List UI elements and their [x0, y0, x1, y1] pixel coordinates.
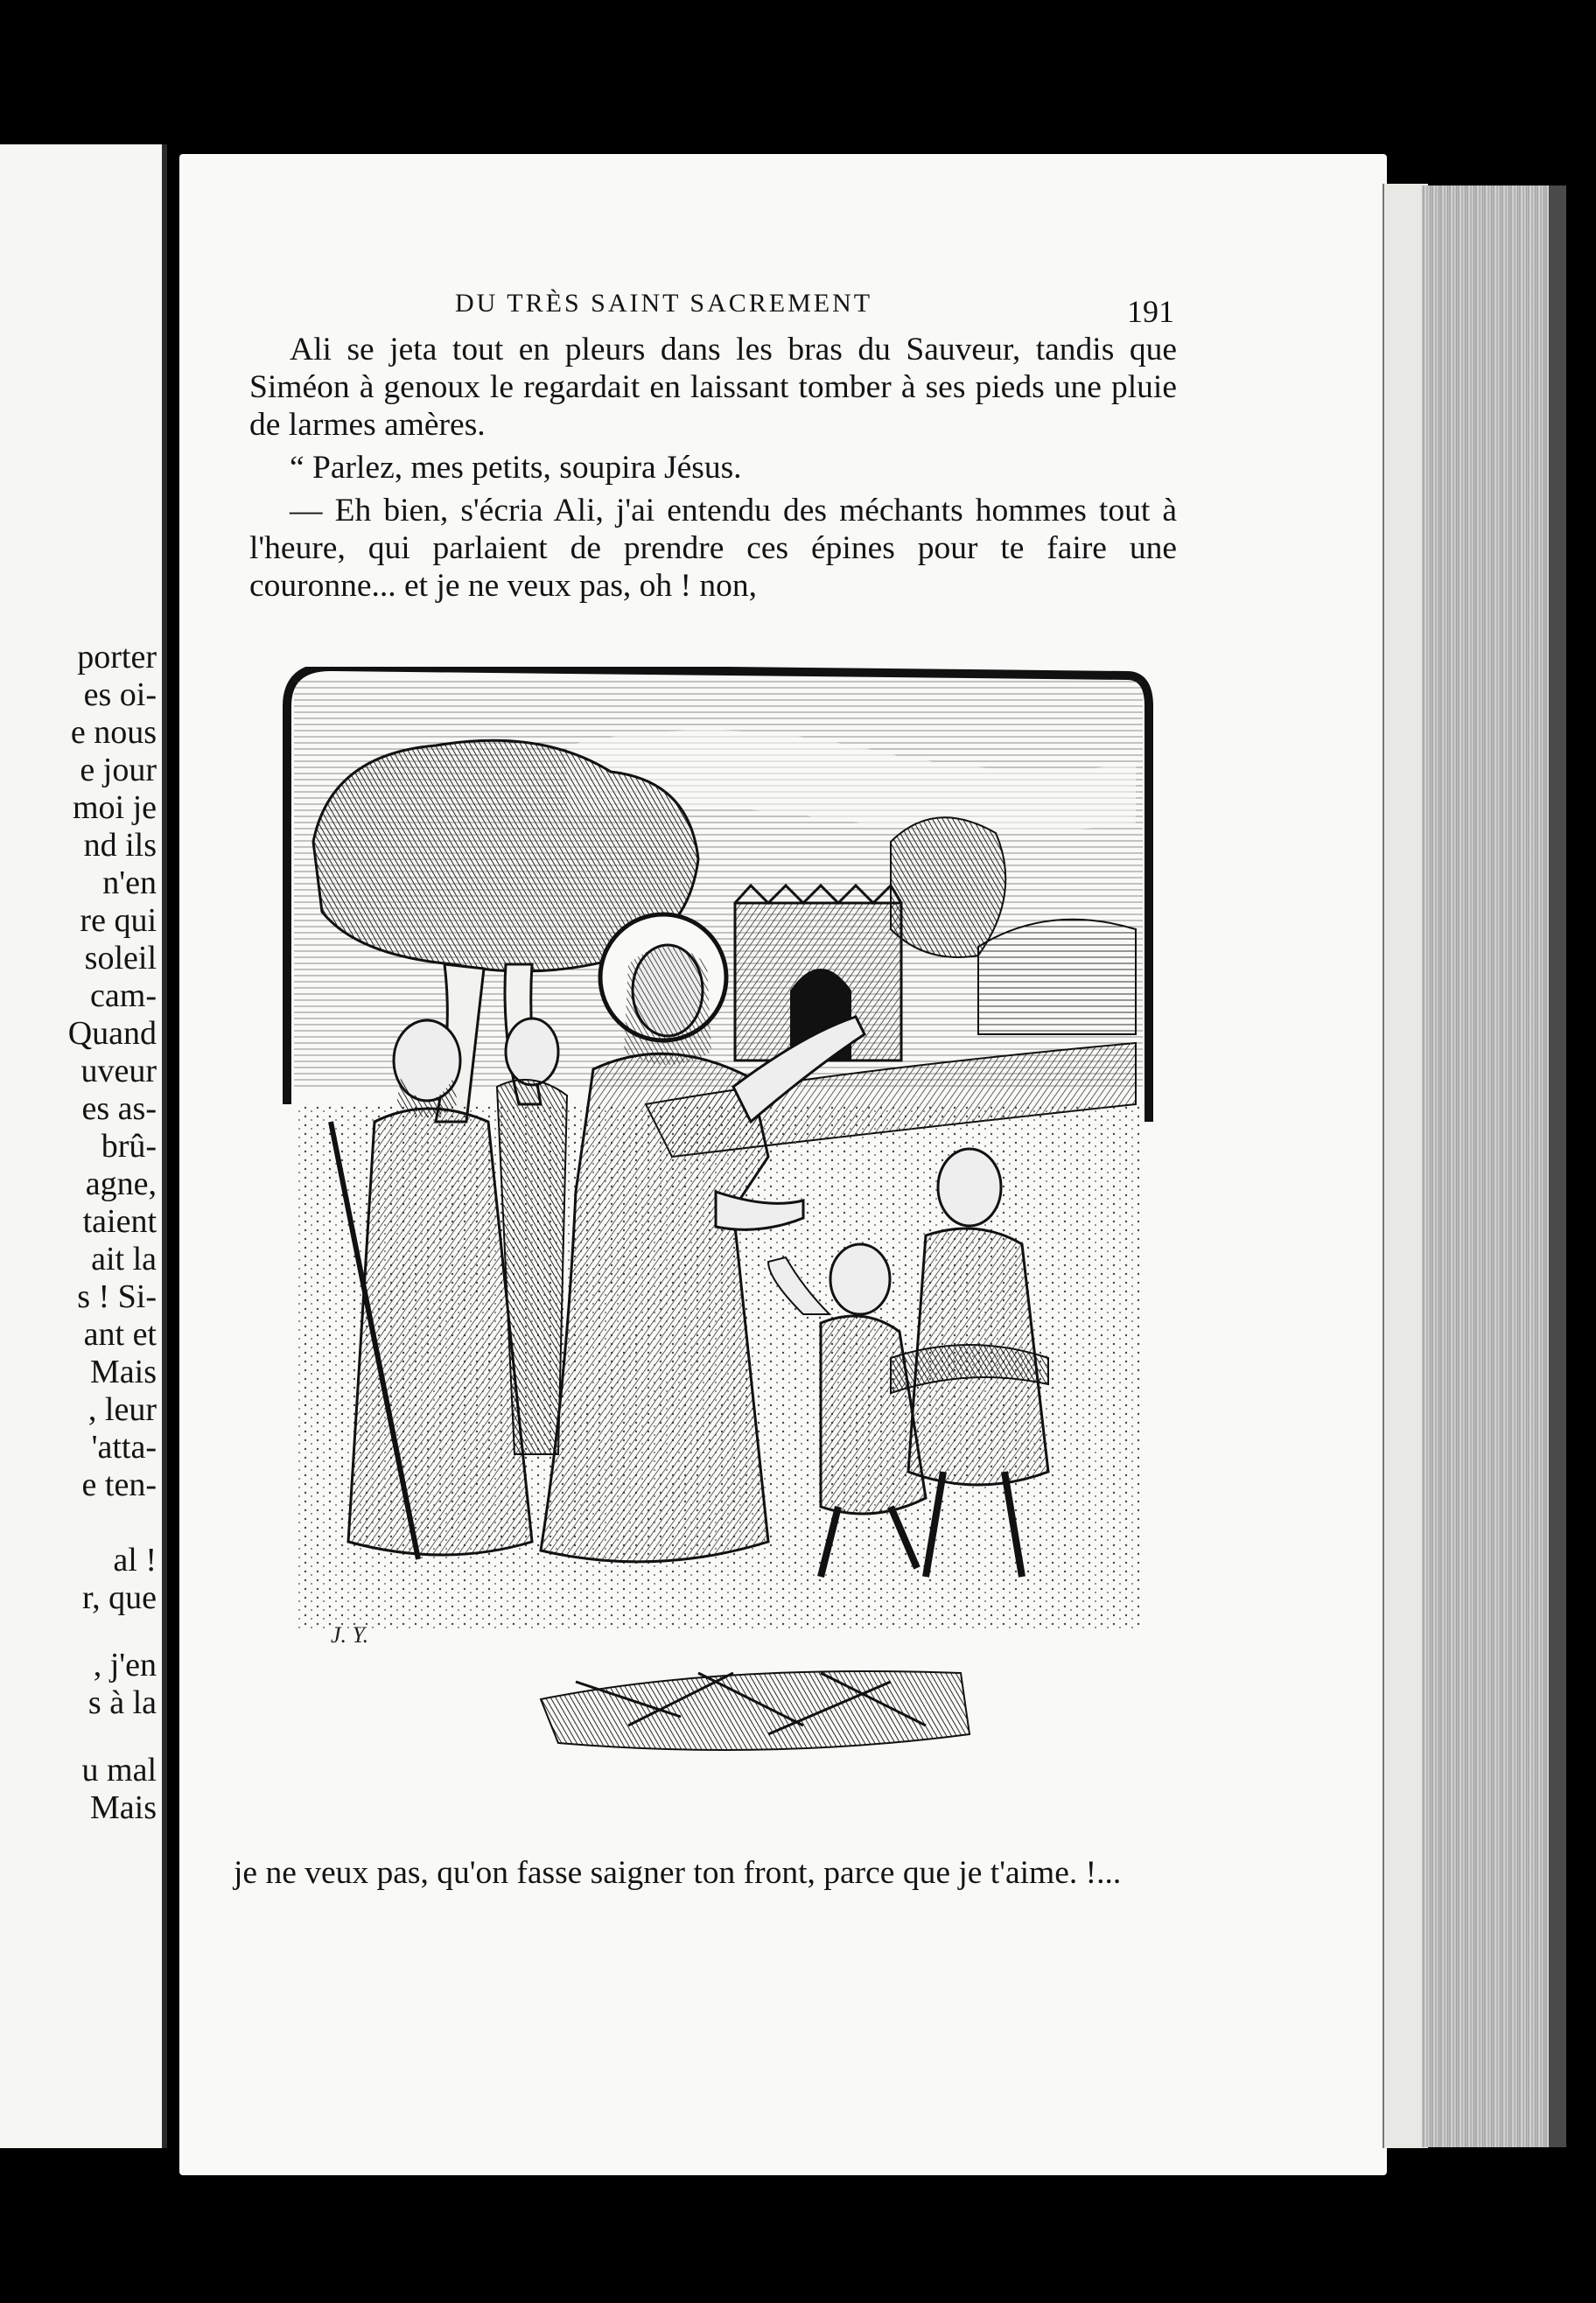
book-edge-shadow — [1549, 186, 1566, 2147]
left-page — [0, 144, 167, 2148]
left-line: ait la — [91, 1241, 157, 1278]
left-gap — [68, 1617, 157, 1647]
left-line: Mais — [90, 1789, 157, 1826]
left-line: brû- — [101, 1128, 157, 1165]
left-line: , leur — [88, 1391, 157, 1428]
paragraph: je ne veux pas, qu'on fasse saigner ton front, parce que je t'aime. !... — [234, 1855, 1122, 1891]
book-edge-stack — [1422, 186, 1566, 2147]
left-line: al ! — [113, 1542, 157, 1578]
left-line: ant et — [83, 1316, 157, 1353]
distant-hill — [978, 920, 1136, 1034]
engraver-signature: J. Y. — [331, 1622, 369, 1648]
engraving-svg — [278, 667, 1153, 1822]
left-line: porter — [77, 639, 157, 676]
thorn-pile — [541, 1671, 970, 1750]
page-number: 191 — [1127, 294, 1174, 329]
left-line: e jour — [80, 752, 157, 788]
left-line: cam- — [90, 977, 157, 1014]
left-gap — [68, 1722, 157, 1752]
left-line: n'en — [102, 864, 157, 901]
left-line: soleil — [84, 940, 157, 976]
left-line: agne, — [85, 1166, 157, 1202]
left-line: u mal — [81, 1752, 157, 1788]
left-line: es as- — [81, 1090, 157, 1127]
left-line: uveur — [80, 1053, 157, 1089]
child-simeon-head — [938, 1149, 1001, 1226]
left-line: es oi- — [83, 676, 157, 713]
paragraph: Ali se jeta tout en pleurs dans les bras du Sauveur, tandis que Siméon à genoux le regardait en laissant tomber à ses pieds une pluie de larmes amères. — [249, 332, 1177, 443]
left-gap — [68, 1504, 157, 1542]
paragraph: — Eh bien, s'écria Ali, j'ai entendu des méchants hommes tout à l'heure, qui parlaient de prendre ces épines pour te faire une couronne... et je ne veux pas, oh ! non, — [249, 493, 1177, 604]
left-line: s à la — [88, 1684, 157, 1721]
engraving-illustration — [278, 667, 1153, 1826]
left-line: r, que — [82, 1579, 157, 1616]
left-line: Quand — [67, 1015, 157, 1052]
left-line: s ! Si- — [77, 1278, 157, 1315]
left-line: e ten- — [81, 1466, 157, 1503]
jesus-hair — [624, 947, 711, 1065]
left-line: Mais — [90, 1354, 157, 1390]
left-line: nd ils — [83, 827, 157, 864]
left-line: e nous — [70, 714, 157, 751]
apostle-head — [506, 1018, 558, 1085]
left-line: taient — [82, 1203, 157, 1240]
left-line: , j'en — [93, 1647, 157, 1684]
left-line: re qui — [80, 902, 157, 939]
child-ali-head — [830, 1244, 890, 1314]
paragraph: “ Parlez, mes petits, soupira Jésus. — [290, 450, 742, 486]
left-page-text — [68, 639, 157, 1827]
left-line: moi je — [72, 789, 157, 826]
body-text-top — [249, 331, 1177, 605]
far-tree — [891, 817, 1005, 957]
body-text-bottom — [234, 1853, 1161, 1893]
running-head: DU TRÈS SAINT SACREMENT — [455, 289, 873, 318]
left-line: 'atta- — [91, 1429, 157, 1466]
